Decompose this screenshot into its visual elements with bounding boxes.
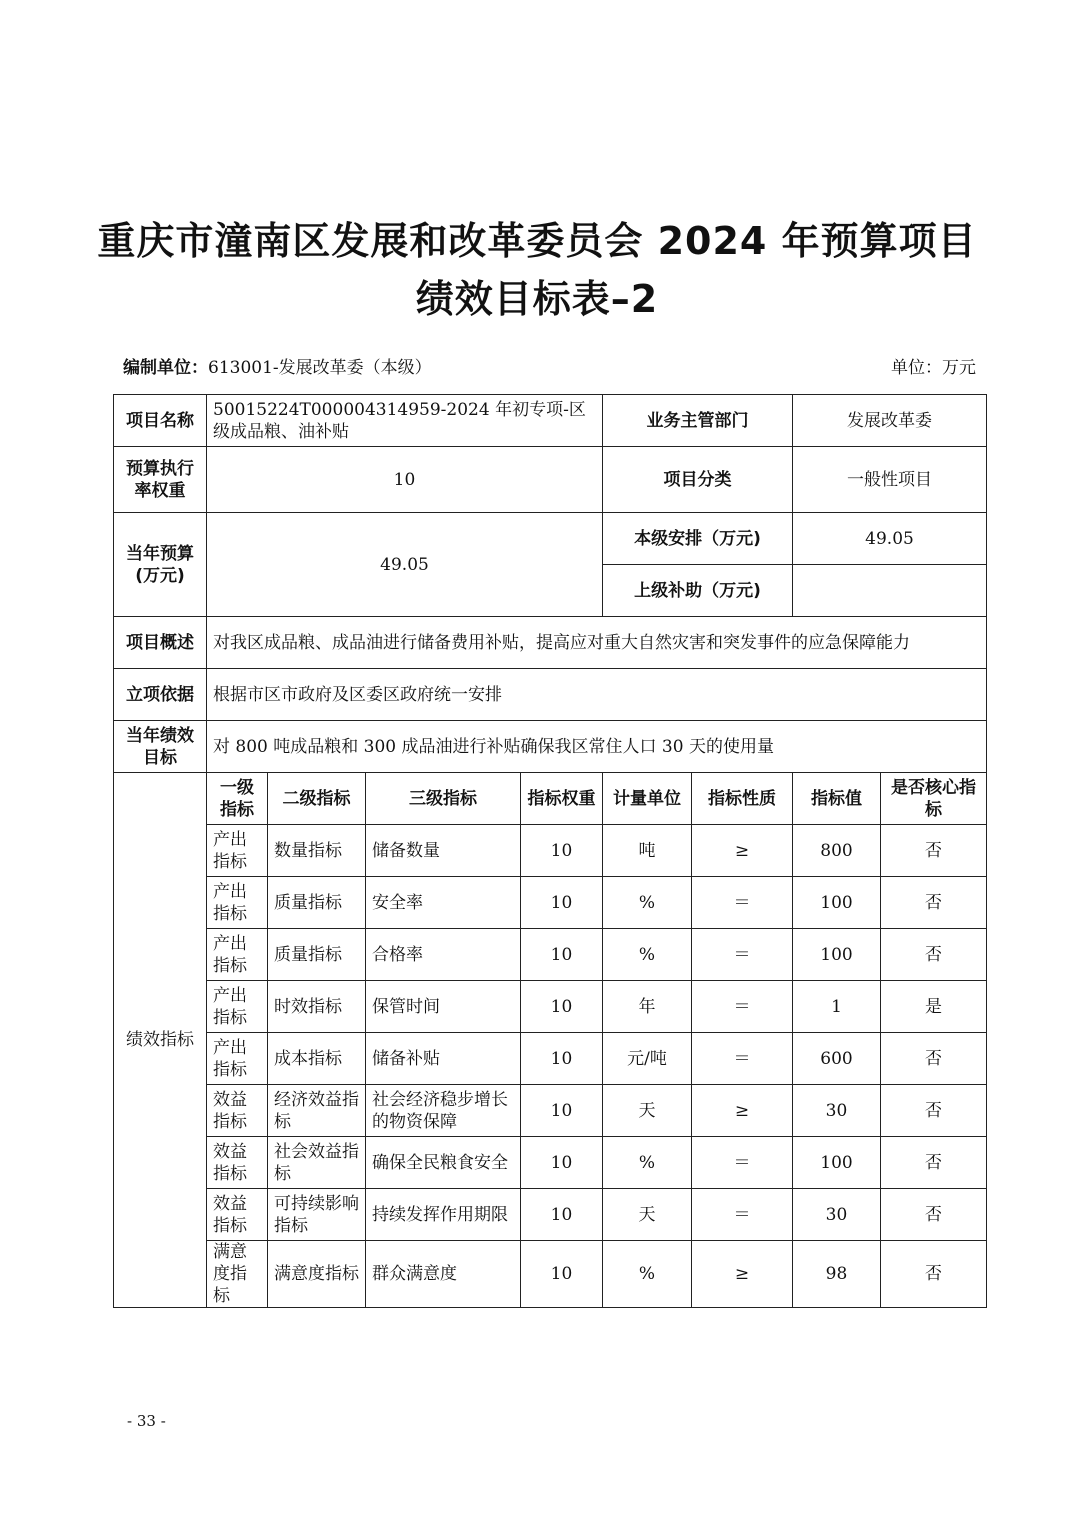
project-name-value: 50015224T000004314959-2024 年初专项-区级成品粮、油补贴 bbox=[207, 395, 603, 447]
title-line-1: 重庆市潼南区发展和改革委员会 2024 年预算项目 bbox=[97, 219, 977, 263]
level3-cell: 持续发挥作用期限 bbox=[366, 1189, 521, 1241]
level1-cell: 产出指标 bbox=[207, 1033, 268, 1085]
table-row bbox=[114, 1085, 987, 1137]
weight-cell: 10 bbox=[521, 1033, 603, 1085]
unit-cell: % bbox=[603, 929, 692, 981]
core-cell: 否 bbox=[881, 1033, 987, 1085]
weight-cell: 10 bbox=[521, 929, 603, 981]
unit-cell: 天 bbox=[603, 1085, 692, 1137]
unit-cell: % bbox=[603, 877, 692, 929]
nature-cell: ＝ bbox=[692, 1033, 793, 1085]
table-row bbox=[114, 1241, 987, 1308]
header-level2: 二级指标 bbox=[268, 773, 366, 825]
core-cell: 否 bbox=[881, 1189, 987, 1241]
core-cell: 是 bbox=[881, 981, 987, 1033]
basis-label: 立项依据 bbox=[114, 669, 207, 721]
value-cell: 100 bbox=[793, 877, 881, 929]
level2-cell: 经济效益指标 bbox=[268, 1085, 366, 1137]
weight-cell: 10 bbox=[521, 1241, 603, 1308]
level3-cell: 确保全民粮食安全 bbox=[366, 1137, 521, 1189]
performance-target-table bbox=[113, 394, 987, 1308]
header-core: 是否核心指标 bbox=[881, 773, 987, 825]
nature-cell: ≥ bbox=[692, 1241, 793, 1308]
table-row bbox=[114, 1189, 987, 1241]
unit-cell: 天 bbox=[603, 1189, 692, 1241]
core-cell: 否 bbox=[881, 1137, 987, 1189]
level2-cell: 质量指标 bbox=[268, 877, 366, 929]
value-cell: 30 bbox=[793, 1189, 881, 1241]
compiling-unit-label: 编制单位： bbox=[123, 358, 208, 378]
category-label: 项目分类 bbox=[603, 447, 793, 513]
table-row bbox=[114, 825, 987, 877]
project-name-label: 项目名称 bbox=[114, 395, 207, 447]
header-unit: 计量单位 bbox=[603, 773, 692, 825]
level1-cell: 产出指标 bbox=[207, 825, 268, 877]
category-value: 一般性项目 bbox=[793, 447, 987, 513]
table-row bbox=[114, 981, 987, 1033]
value-cell: 1 bbox=[793, 981, 881, 1033]
table-row bbox=[114, 929, 987, 981]
level2-cell: 满意度指标 bbox=[268, 1241, 366, 1308]
title-line-2: 绩效目标表–2 bbox=[415, 277, 659, 321]
header-weight: 指标权重 bbox=[521, 773, 603, 825]
header-nature: 指标性质 bbox=[692, 773, 793, 825]
local-arrangement-value: 49.05 bbox=[793, 513, 987, 565]
value-cell: 30 bbox=[793, 1085, 881, 1137]
compiling-unit-value: 613001-发展改革委（本级） bbox=[208, 358, 432, 378]
value-cell: 98 bbox=[793, 1241, 881, 1308]
value-cell: 800 bbox=[793, 825, 881, 877]
level2-cell: 社会效益指标 bbox=[268, 1137, 366, 1189]
local-arrangement-label: 本级安排（万元) bbox=[603, 513, 793, 565]
budget-label: 当年预算(万元) bbox=[114, 513, 207, 617]
dept-label: 业务主管部门 bbox=[603, 395, 793, 447]
nature-cell: ≥ bbox=[692, 1085, 793, 1137]
nature-cell: ＝ bbox=[692, 877, 793, 929]
core-cell: 否 bbox=[881, 929, 987, 981]
core-cell: 否 bbox=[881, 1241, 987, 1308]
level1-cell: 产出指标 bbox=[207, 877, 268, 929]
weight-cell: 10 bbox=[521, 877, 603, 929]
upper-subsidy-value bbox=[793, 565, 987, 617]
upper-subsidy-label: 上级补助（万元) bbox=[603, 565, 793, 617]
exec-weight-value: 10 bbox=[207, 447, 603, 513]
level1-cell: 满意度指标 bbox=[207, 1241, 268, 1308]
value-cell: 100 bbox=[793, 1137, 881, 1189]
level3-cell: 储备数量 bbox=[366, 825, 521, 877]
page-number: - 33 - bbox=[127, 1412, 166, 1430]
exec-weight-label: 预算执行率权重 bbox=[114, 447, 207, 513]
weight-cell: 10 bbox=[521, 981, 603, 1033]
weight-cell: 10 bbox=[521, 825, 603, 877]
dept-value: 发展改革委 bbox=[793, 395, 987, 447]
level1-cell: 产出指标 bbox=[207, 929, 268, 981]
compiling-unit bbox=[123, 356, 432, 380]
level1-cell: 效益指标 bbox=[207, 1137, 268, 1189]
annual-goal-value: 对 800 吨成品粮和 300 成品油进行补贴确保我区常住人口 30 天的使用量 bbox=[207, 721, 987, 773]
core-cell: 否 bbox=[881, 1085, 987, 1137]
level2-cell: 时效指标 bbox=[268, 981, 366, 1033]
unit-cell: 吨 bbox=[603, 825, 692, 877]
core-cell: 否 bbox=[881, 825, 987, 877]
level3-cell: 合格率 bbox=[366, 929, 521, 981]
unit-cell: 元/吨 bbox=[603, 1033, 692, 1085]
core-cell: 否 bbox=[881, 877, 987, 929]
value-cell: 600 bbox=[793, 1033, 881, 1085]
indicators-label: 绩效指标 bbox=[114, 773, 207, 1308]
level3-cell: 社会经济稳步增长的物资保障 bbox=[366, 1085, 521, 1137]
level3-cell: 群众满意度 bbox=[366, 1241, 521, 1308]
level1-cell: 效益指标 bbox=[207, 1189, 268, 1241]
level2-cell: 数量指标 bbox=[268, 825, 366, 877]
level2-cell: 成本指标 bbox=[268, 1033, 366, 1085]
level3-cell: 安全率 bbox=[366, 877, 521, 929]
table-row bbox=[114, 877, 987, 929]
level3-cell: 储备补贴 bbox=[366, 1033, 521, 1085]
overview-label: 项目概述 bbox=[114, 617, 207, 669]
nature-cell: ＝ bbox=[692, 929, 793, 981]
level3-cell: 保管时间 bbox=[366, 981, 521, 1033]
nature-cell: ＝ bbox=[692, 1189, 793, 1241]
table-row bbox=[114, 1033, 987, 1085]
value-cell: 100 bbox=[793, 929, 881, 981]
basis-value: 根据市区市政府及区委区政府统一安排 bbox=[207, 669, 987, 721]
annual-goal-label: 当年绩效目标 bbox=[114, 721, 207, 773]
header-level1: 一级指标 bbox=[207, 773, 268, 825]
level1-cell: 产出指标 bbox=[207, 981, 268, 1033]
header-value: 指标值 bbox=[793, 773, 881, 825]
level2-cell: 可持续影响指标 bbox=[268, 1189, 366, 1241]
weight-cell: 10 bbox=[521, 1189, 603, 1241]
weight-cell: 10 bbox=[521, 1085, 603, 1137]
unit-cell: 年 bbox=[603, 981, 692, 1033]
nature-cell: ＝ bbox=[692, 1137, 793, 1189]
level2-cell: 质量指标 bbox=[268, 929, 366, 981]
header-level3: 三级指标 bbox=[366, 773, 521, 825]
weight-cell: 10 bbox=[521, 1137, 603, 1189]
table-row bbox=[114, 1137, 987, 1189]
document-title bbox=[0, 212, 1074, 328]
unit-cell: % bbox=[603, 1137, 692, 1189]
budget-value: 49.05 bbox=[207, 513, 603, 617]
nature-cell: ≥ bbox=[692, 825, 793, 877]
level1-cell: 效益指标 bbox=[207, 1085, 268, 1137]
overview-value: 对我区成品粮、成品油进行储备费用补贴，提高应对重大自然灾害和突发事件的应急保障能力 bbox=[207, 617, 987, 669]
unit-cell: % bbox=[603, 1241, 692, 1308]
currency-unit: 单位：万元 bbox=[891, 358, 976, 378]
nature-cell: ＝ bbox=[692, 981, 793, 1033]
